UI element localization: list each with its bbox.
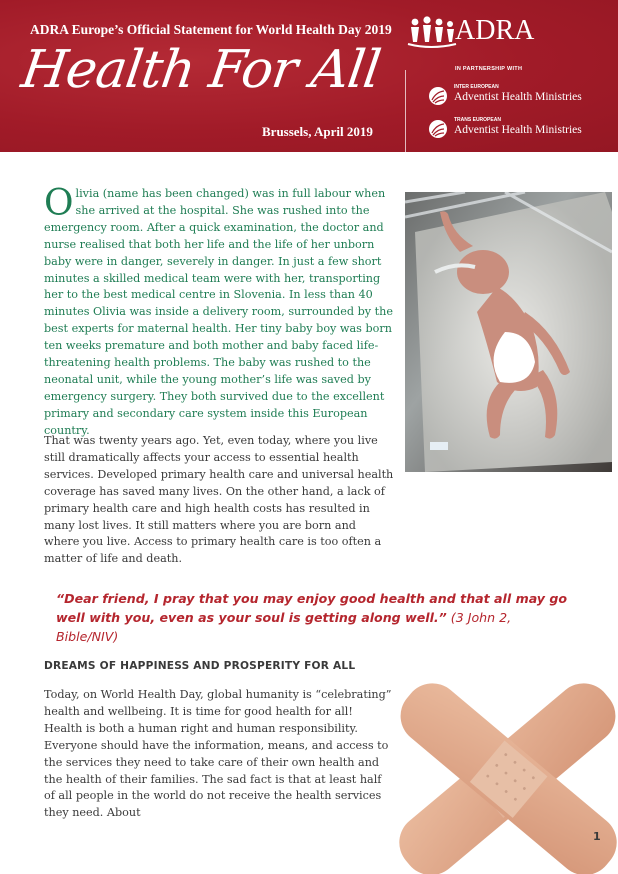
partnership-label: IN PARTNERSHIP WITH [455, 66, 523, 72]
adra-logo-text: ADRA [455, 15, 535, 46]
partner-name: Adventist Health Ministries [454, 91, 582, 103]
page-number: 1 [593, 830, 601, 843]
intro-text: livia (name has been changed) was in full labour when she arrived at the hospital. She was rushed into the emergency room. After a quick examination, the doctor and nurse realised that both her life and the life of her unborn baby were in danger, severely in danger. In just a few short minutes a skilled medical team were with her, transporting her to the best medical centre in Slovenia. In less than 40 minutes Olivia was inside a delivery room, surrounded by the best experts for maternal health. Her tiny baby boy was born ten weeks premature and both mother and baby faced life-threatening health problems. The baby was rushed to the neonatal unit, while the young mother’s life was saved by emergency surgery. They both survived due to the excellent primary and secondary care system inside this European country. [44, 187, 393, 437]
drop-cap: O [44, 183, 74, 224]
partner-trans-european [428, 117, 608, 143]
statement-subtitle: ADRA Europe’s Official Statement for World Health Day 2019 [30, 22, 392, 37]
quote-reference: (3 John 2, Bible/NIV) [56, 610, 512, 644]
quote-text: “Dear friend, I pray that you may enjoy good health and that all may go well with you, even as your soul is getting along well.” [56, 591, 568, 625]
partner-region: INTER EUROPEAN [454, 84, 499, 90]
date-location: Brussels, April 2019 [262, 124, 373, 139]
health-ministries-logo-icon [428, 119, 448, 139]
partner-name: Adventist Health Ministries [454, 124, 582, 136]
section-paragraph: Today, on World Health Day, global humanity is “celebrating” health and wellbeing. It is time for good health for all! Health is both a human right and human responsibility. Everyone should have the information, means, and access to the services they need to take care of their own health and the health of their families. The sad fact is that at least half of all people in the world do not receive the health services they need. About [44, 688, 392, 820]
intro-paragraph [44, 183, 394, 440]
header-banner [0, 0, 618, 152]
health-ministries-logo-icon [428, 86, 448, 106]
body-paragraph: That was twenty years ago. Yet, even today, where you live still dramatically affects your access to essential health services. Developed primary health care and universal health coverage has saved many lives. On the other hand, a lack of primary health care and high health costs has resulted in many lost lives. It still matters where you are born and where you live. Access to primary health care is too often a matter of life and death. [44, 434, 394, 566]
premature-baby-photo [405, 192, 612, 472]
bible-quote [56, 589, 576, 646]
header-divider [405, 70, 406, 152]
page-title: Health For All [17, 40, 384, 100]
partner-inter-european [428, 84, 608, 110]
crossed-bandage-icon [398, 660, 618, 874]
section-heading: DREAMS OF HAPPINESS AND PROSPERITY FOR ALL [44, 660, 356, 672]
partner-region: TRANS EUROPEAN [454, 117, 501, 123]
